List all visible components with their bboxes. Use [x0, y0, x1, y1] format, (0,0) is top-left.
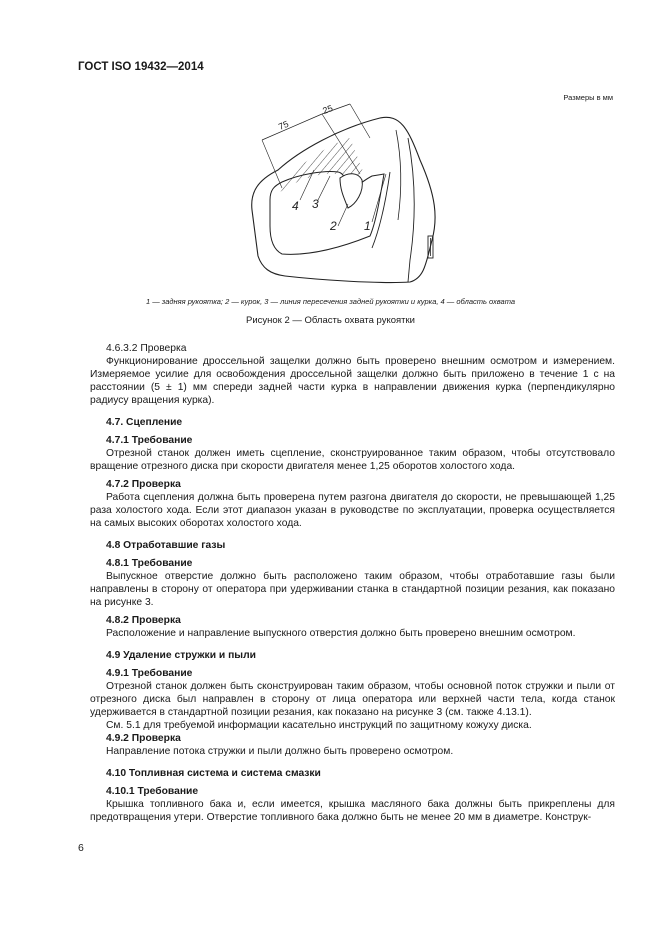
section-4-8-1-title: 4.8.1 Требование — [106, 558, 193, 569]
figure-caption: Рисунок 2 — Область охвата рукоятки — [246, 315, 415, 326]
section-4-10-title: 4.10 Топливная система и система смазки — [106, 768, 321, 779]
section-4-7-1-title: 4.7.1 Требование — [106, 435, 193, 446]
section-4-7-2-text: Работа сцепления должна быть проверена путем разгона двигателя до скорости, не превышающей 1,25 раза холостого хода. Если этот диапазон указан в руководстве по эксплуатации, проверка осуществляется на самых высоких оборотах холостого хода. — [90, 492, 615, 529]
section-4-8-1-text: Выпускное отверстие должно быть расположено таким образом, чтобы отработавшие газы были направлены в сторону от оператора при удерживании станка в стандартной позиции резания, как показано на рисунке 3. — [90, 571, 615, 608]
section-4-10-1-text: Крышка топливного бака и, если имеется, крышка масляного бака должны быть прикреплены для предотвращения утери. Отверстие топливного бака должно быть не менее 20 мм в диаметре. Конструк- — [90, 799, 615, 823]
inner-contour — [372, 172, 390, 248]
section-4-9-1-text: Отрезной станок должен быть сконструирован таким образом, чтобы основной поток стружки и пыли от отрезного диска был направлен в сторону от лица оператора или верхней части тела, когда станок удерживается в стандартной позиции резания, как показано на рисунке 3 (см. также 4.13.1). — [90, 681, 615, 718]
label-1: 1 — [364, 219, 371, 233]
dimension-75: 75 — [277, 118, 291, 132]
section-4-7-2-title: 4.7.2 Проверка — [106, 479, 181, 490]
document-header: ГОСТ ISO 19432—2014 — [78, 61, 204, 73]
figure-legend: 1 — задняя рукоятка; 2 — курок, 3 — линия пересечения задней рукоятки и курка, 4 — область охвата — [145, 297, 516, 306]
section-4-8-title: 4.8 Отработавшие газы — [106, 540, 226, 551]
label-3: 3 — [312, 197, 319, 211]
dimension-25: 25 — [321, 103, 335, 116]
page-number: 6 — [78, 842, 84, 854]
document-body — [90, 342, 615, 824]
body-edge — [408, 138, 414, 282]
section-4-9-2-text: Направление потока стружки и пыли должно быть проверено осмотром. — [106, 746, 454, 757]
trigger-outline — [340, 174, 362, 208]
section-4-10-1-title: 4.10.1 Требование — [106, 786, 199, 797]
section-4-7-1-text: Отрезной станок должен иметь сцепление, сконструированное таким образом, чтобы отсутствовало вращение отрезного диска при скорости двигателя менее 1,25 оборотов холостого хода. — [90, 448, 615, 472]
section-4-9-1-title: 4.9.1 Требование — [106, 668, 193, 679]
section-4-6-3-2-title: 4.6.3.2 Проверка — [106, 343, 187, 354]
section-4-8-2-title: 4.8.2 Проверка — [106, 615, 181, 626]
handle-grip-diagram — [240, 100, 450, 292]
label-2: 2 — [330, 219, 337, 233]
section-4-9-2-title: 4.9.2 Проверка — [106, 733, 181, 744]
label-4: 4 — [292, 199, 299, 213]
section-4-9-title: 4.9 Удаление стружки и пыли — [106, 650, 256, 661]
section-4-8-2-text: Расположение и направление выпускного отверстия должно быть проверено внешним осмотром. — [106, 628, 576, 639]
units-note: Размеры в мм — [563, 93, 613, 102]
section-4-7-title: 4.7. Сцепление — [106, 417, 183, 428]
section-4-6-3-2-text: Функционирование дроссельной защелки должно быть проверено внешним осмотром и измерением. Измеряемое усилие для освобождения дроссельной защелки должно быть приложено в течение 1 с на расстоянии (5 ± 1) мм спереди задней части курка в направлении движения курка (перпендикулярно радиусу вращения курка). — [90, 356, 615, 406]
section-4-9-1-note: См. 5.1 для требуемой информации касательно инструкций по защитному кожуху диска. — [106, 720, 532, 731]
